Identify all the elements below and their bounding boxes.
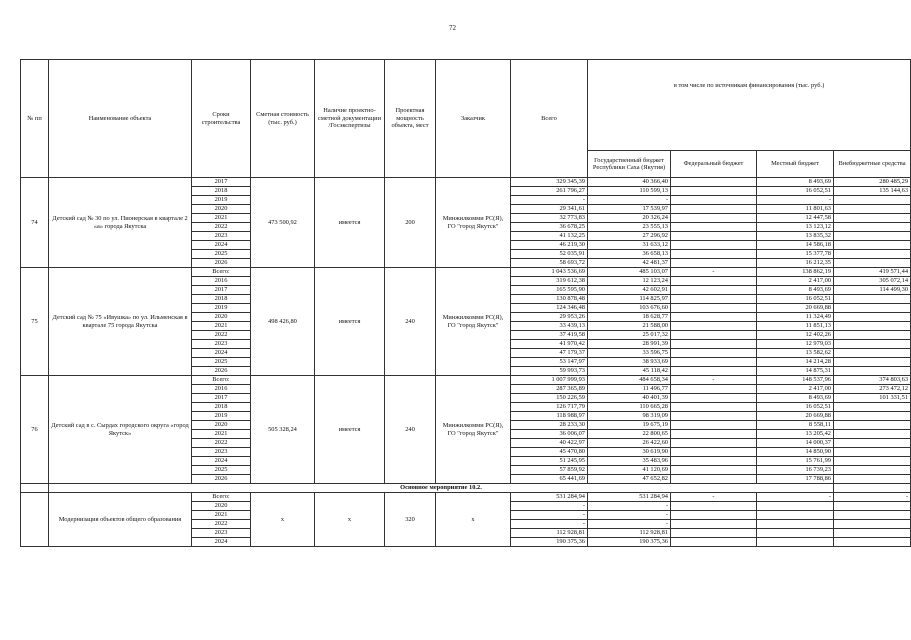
estimated-cost: 505 328,24 [251, 376, 315, 484]
section-spacer [834, 484, 911, 493]
header-sources: в том числе по источникам финансирования (тыс. руб.) [588, 60, 911, 151]
year-cell: 2018 [192, 403, 251, 412]
extra-budget-cell: 101 331,51 [834, 394, 911, 403]
state-budget-cell: 19 675,19 [588, 421, 671, 430]
total-cell: 1 007 999,93 [511, 376, 588, 385]
state-budget-cell: 11 496,77 [588, 385, 671, 394]
year-cell: 2017 [192, 178, 251, 187]
federal-budget-cell [671, 340, 757, 349]
local-budget-cell: 2 417,00 [757, 277, 834, 286]
total-cell: 41 970,42 [511, 340, 588, 349]
extra-budget-cell [834, 466, 911, 475]
local-budget-cell: 13 835,32 [757, 232, 834, 241]
year-cell: 2016 [192, 385, 251, 394]
state-budget-cell: 190 375,36 [588, 538, 671, 547]
extra-budget-cell [834, 214, 911, 223]
section-title: Основное мероприятие 10.2. [49, 484, 834, 493]
total-cell: 52 035,91 [511, 250, 588, 259]
local-budget-cell: 16 052,51 [757, 187, 834, 196]
header-terms: Сроки строительства [192, 60, 251, 178]
year-cell: 2025 [192, 250, 251, 259]
total-cell: 28 233,30 [511, 421, 588, 430]
total-cell: 57 859,92 [511, 466, 588, 475]
total-cell: 531 284,94 [511, 493, 588, 502]
federal-budget-cell [671, 223, 757, 232]
local-budget-cell: 14 586,18 [757, 241, 834, 250]
local-budget-cell: 14 000,37 [757, 439, 834, 448]
extra-budget-cell [834, 304, 911, 313]
federal-budget-cell [671, 421, 757, 430]
state-budget-cell: 114 825,97 [588, 295, 671, 304]
extra-budget-cell [834, 349, 911, 358]
extra-budget-cell: 273 472,12 [834, 385, 911, 394]
local-budget-cell: 14 850,90 [757, 448, 834, 457]
federal-budget-cell [671, 178, 757, 187]
year-cell: 2019 [192, 412, 251, 421]
total-cell: 37 419,58 [511, 331, 588, 340]
total-cell: 41 132,25 [511, 232, 588, 241]
year-cell: 2020 [192, 205, 251, 214]
year-cell: 2017 [192, 286, 251, 295]
year-cell: 2020 [192, 421, 251, 430]
total-cell: 319 612,38 [511, 277, 588, 286]
year-cell: 2021 [192, 214, 251, 223]
year-cell: 2026 [192, 475, 251, 484]
total-cell: 47 179,37 [511, 349, 588, 358]
extra-budget-cell: 374 803,63 [834, 376, 911, 385]
state-budget-cell: - [588, 511, 671, 520]
federal-budget-cell [671, 187, 757, 196]
state-budget-cell: 18 628,77 [588, 313, 671, 322]
local-budget-cell [757, 520, 834, 529]
federal-budget-cell [671, 349, 757, 358]
estimated-cost: х [251, 493, 315, 547]
customer: х [436, 493, 511, 547]
local-budget-cell: 8 493,69 [757, 178, 834, 187]
federal-budget-cell [671, 196, 757, 205]
extra-budget-cell [834, 205, 911, 214]
documentation-status: имеется [315, 376, 385, 484]
federal-budget-cell [671, 241, 757, 250]
federal-budget-cell [671, 448, 757, 457]
total-cell: 261 796,27 [511, 187, 588, 196]
customer: Минжилкомми РС(Я), ГО "город Якутск" [436, 376, 511, 484]
capacity: 200 [385, 178, 436, 268]
total-cell: 150 226,59 [511, 394, 588, 403]
object-name: Модернизация объектов общего образования [49, 493, 192, 547]
state-budget-cell: 41 120,69 [588, 466, 671, 475]
federal-budget-cell [671, 529, 757, 538]
federal-budget-cell [671, 214, 757, 223]
extra-budget-cell [834, 322, 911, 331]
year-cell: 2021 [192, 322, 251, 331]
total-cell: 36 006,07 [511, 430, 588, 439]
total-cell: 29 953,26 [511, 313, 588, 322]
documentation-status: имеется [315, 268, 385, 376]
year-cell: 2025 [192, 466, 251, 475]
header-extra-budget: Внебюджетные средства [834, 151, 911, 178]
local-budget-cell: 20 669,88 [757, 412, 834, 421]
customer: Минжилкомми РС(Я), ГО "город Якутск" [436, 178, 511, 268]
extra-budget-cell [834, 412, 911, 421]
extra-budget-cell [834, 223, 911, 232]
year-cell: 2022 [192, 520, 251, 529]
header-customer: Заказчик [436, 60, 511, 178]
state-budget-cell: 28 991,39 [588, 340, 671, 349]
extra-budget-cell [834, 529, 911, 538]
total-cell: 124 346,48 [511, 304, 588, 313]
state-budget-cell: 485 103,07 [588, 268, 671, 277]
total-cell: 130 878,48 [511, 295, 588, 304]
total-cell: 51 245,95 [511, 457, 588, 466]
state-budget-cell: 110 665,28 [588, 403, 671, 412]
extra-budget-cell [834, 430, 911, 439]
federal-budget-cell [671, 412, 757, 421]
local-budget-cell: 13 205,42 [757, 430, 834, 439]
year-cell: 2023 [192, 448, 251, 457]
local-budget-cell: 16 052,51 [757, 403, 834, 412]
state-budget-cell: 21 588,00 [588, 322, 671, 331]
year-cell: 2023 [192, 529, 251, 538]
extra-budget-cell [834, 232, 911, 241]
object-name: Детский сад № 30 по ул. Пионерская в квартале 2 «а» города Якутска [49, 178, 192, 268]
federal-budget-cell [671, 457, 757, 466]
federal-budget-cell [671, 295, 757, 304]
estimated-cost: 473 500,92 [251, 178, 315, 268]
year-cell: 2020 [192, 313, 251, 322]
year-cell: 2018 [192, 187, 251, 196]
total-cell: 46 219,30 [511, 241, 588, 250]
state-budget-cell: - [588, 196, 671, 205]
extra-budget-cell [834, 259, 911, 268]
extra-budget-cell [834, 358, 911, 367]
object-name: Детский сад в с. Сырдах городского округа «город Якутск» [49, 376, 192, 484]
local-budget-cell: 2 417,00 [757, 385, 834, 394]
extra-budget-cell [834, 502, 911, 511]
total-cell: 29 341,61 [511, 205, 588, 214]
year-cell: 2022 [192, 439, 251, 448]
year-cell: 2024 [192, 241, 251, 250]
local-budget-cell: 8 558,11 [757, 421, 834, 430]
capacity: 320 [385, 493, 436, 547]
federal-budget-cell [671, 403, 757, 412]
federal-budget-cell [671, 322, 757, 331]
state-budget-cell: - [588, 520, 671, 529]
federal-budget-cell [671, 286, 757, 295]
state-budget-cell: 42 481,37 [588, 259, 671, 268]
local-budget-cell: 14 875,31 [757, 367, 834, 376]
header-name: Наименование объекта [49, 60, 192, 178]
federal-budget-cell [671, 313, 757, 322]
extra-budget-cell [834, 421, 911, 430]
year-cell: Всего: [192, 493, 251, 502]
total-cell: 329 345,39 [511, 178, 588, 187]
table-row [21, 376, 911, 385]
customer: Минжилкомми РС(Я), ГО "город Якутск" [436, 268, 511, 376]
local-budget-cell: 13 582,62 [757, 349, 834, 358]
local-budget-cell: 15 761,99 [757, 457, 834, 466]
state-budget-cell: 30 619,90 [588, 448, 671, 457]
year-cell: 2020 [192, 502, 251, 511]
state-budget-cell: 25 017,32 [588, 331, 671, 340]
year-cell: 2019 [192, 196, 251, 205]
local-budget-cell: 17 788,86 [757, 475, 834, 484]
extra-budget-cell [834, 403, 911, 412]
local-budget-cell: 16 739,23 [757, 466, 834, 475]
page-number: 72 [449, 24, 456, 32]
local-budget-cell: 148 537,96 [757, 376, 834, 385]
total-cell: - [511, 520, 588, 529]
capacity: 240 [385, 268, 436, 376]
year-cell: 2018 [192, 295, 251, 304]
federal-budget-cell: - [671, 376, 757, 385]
year-cell: 2024 [192, 538, 251, 547]
total-cell: - [511, 511, 588, 520]
total-cell: 40 422,97 [511, 439, 588, 448]
state-budget-cell: 47 652,82 [588, 475, 671, 484]
local-budget-cell: 11 801,63 [757, 205, 834, 214]
documentation-status: х [315, 493, 385, 547]
federal-budget-cell [671, 466, 757, 475]
header-num: № пп [21, 60, 49, 178]
year-cell: 2023 [192, 232, 251, 241]
state-budget-cell: 22 800,65 [588, 430, 671, 439]
extra-budget-cell [834, 331, 911, 340]
local-budget-cell: 8 493,69 [757, 394, 834, 403]
state-budget-cell: - [588, 502, 671, 511]
extra-budget-cell [834, 367, 911, 376]
extra-budget-cell [834, 520, 911, 529]
extra-budget-cell [834, 295, 911, 304]
section-spacer [21, 484, 49, 493]
header-docs: Наличие проектно-сметной документации /Госэкспертизы [315, 60, 385, 178]
total-cell: 33 439,13 [511, 322, 588, 331]
local-budget-cell: - [757, 493, 834, 502]
federal-budget-cell [671, 259, 757, 268]
object-number: 75 [21, 268, 49, 376]
local-budget-cell: 138 862,19 [757, 268, 834, 277]
total-cell: 112 928,81 [511, 529, 588, 538]
total-cell: 165 595,90 [511, 286, 588, 295]
year-cell: 2021 [192, 511, 251, 520]
local-budget-cell: 20 669,88 [757, 304, 834, 313]
federal-budget-cell [671, 367, 757, 376]
state-budget-cell: 484 658,34 [588, 376, 671, 385]
federal-budget-cell [671, 385, 757, 394]
state-budget-cell: 31 633,12 [588, 241, 671, 250]
header-federal-budget: Федеральный бюджет [671, 151, 757, 178]
state-budget-cell: 531 284,94 [588, 493, 671, 502]
extra-budget-cell [834, 313, 911, 322]
year-cell: 2024 [192, 349, 251, 358]
state-budget-cell: 17 539,97 [588, 205, 671, 214]
state-budget-cell: 27 296,92 [588, 232, 671, 241]
year-cell: Всего: [192, 268, 251, 277]
year-cell: 2021 [192, 430, 251, 439]
state-budget-cell: 12 123,24 [588, 277, 671, 286]
object-number [21, 493, 49, 547]
total-cell: - [511, 502, 588, 511]
federal-budget-cell [671, 475, 757, 484]
object-number: 74 [21, 178, 49, 268]
extra-budget-cell [834, 475, 911, 484]
federal-budget-cell [671, 520, 757, 529]
total-cell: 53 147,97 [511, 358, 588, 367]
total-cell: 190 375,36 [511, 538, 588, 547]
header-cost: Сметная стоимость (тыс. руб.) [251, 60, 315, 178]
local-budget-cell [757, 502, 834, 511]
extra-budget-cell [834, 457, 911, 466]
total-cell: 32 773,83 [511, 214, 588, 223]
extra-budget-cell: 135 144,63 [834, 187, 911, 196]
extra-budget-cell [834, 511, 911, 520]
year-cell: 2025 [192, 358, 251, 367]
header-local-budget: Местный бюджет [757, 151, 834, 178]
state-budget-cell: 20 326,24 [588, 214, 671, 223]
state-budget-cell: 26 422,60 [588, 439, 671, 448]
extra-budget-cell: 419 571,44 [834, 268, 911, 277]
year-cell: 2026 [192, 367, 251, 376]
state-budget-cell: 35 483,96 [588, 457, 671, 466]
year-cell: 2023 [192, 340, 251, 349]
extra-budget-cell [834, 439, 911, 448]
local-budget-cell: 16 212,35 [757, 259, 834, 268]
federal-budget-cell [671, 439, 757, 448]
total-cell: 287 365,89 [511, 385, 588, 394]
table-row [21, 268, 911, 277]
total-cell: 45 470,80 [511, 448, 588, 457]
local-budget-cell [757, 511, 834, 520]
extra-budget-cell: - [834, 493, 911, 502]
total-cell: 1 043 536,69 [511, 268, 588, 277]
year-cell: 2022 [192, 223, 251, 232]
extra-budget-cell [834, 196, 911, 205]
federal-budget-cell [671, 250, 757, 259]
capacity: 240 [385, 376, 436, 484]
state-budget-cell: 40 366,40 [588, 178, 671, 187]
extra-budget-cell [834, 448, 911, 457]
extra-budget-cell [834, 250, 911, 259]
year-cell: 2026 [192, 259, 251, 268]
state-budget-cell: 103 676,60 [588, 304, 671, 313]
local-budget-cell [757, 538, 834, 547]
section-row [21, 484, 911, 493]
estimated-cost: 498 426,80 [251, 268, 315, 376]
object-number: 76 [21, 376, 49, 484]
table-row [21, 493, 911, 502]
local-budget-cell: 15 377,78 [757, 250, 834, 259]
year-cell: 2024 [192, 457, 251, 466]
financing-table [20, 59, 911, 547]
federal-budget-cell [671, 394, 757, 403]
year-cell: 2016 [192, 277, 251, 286]
federal-budget-cell [671, 304, 757, 313]
state-budget-cell: 38 933,69 [588, 358, 671, 367]
local-budget-cell: 12 402,26 [757, 331, 834, 340]
total-cell: 58 693,72 [511, 259, 588, 268]
federal-budget-cell: - [671, 268, 757, 277]
total-cell: 118 988,97 [511, 412, 588, 421]
documentation-status: имеется [315, 178, 385, 268]
state-budget-cell: 40 401,39 [588, 394, 671, 403]
table-row [21, 178, 911, 187]
local-budget-cell [757, 529, 834, 538]
extra-budget-cell [834, 538, 911, 547]
state-budget-cell: 36 658,13 [588, 250, 671, 259]
header-total: Всего [511, 60, 588, 178]
year-cell: Всего: [192, 376, 251, 385]
federal-budget-cell [671, 205, 757, 214]
total-cell: 59 993,73 [511, 367, 588, 376]
local-budget-cell: 8 493,69 [757, 286, 834, 295]
local-budget-cell: 11 851,13 [757, 322, 834, 331]
object-name: Детский сад № 75 «Ивушка» по ул. Ильменская в квартале 75 города Якутска [49, 268, 192, 376]
header-state-budget: Государственный бюджет Республики Саха (Якутия) [588, 151, 671, 178]
extra-budget-cell: 280 485,29 [834, 178, 911, 187]
federal-budget-cell [671, 538, 757, 547]
federal-budget-cell [671, 430, 757, 439]
federal-budget-cell [671, 502, 757, 511]
state-budget-cell: 33 596,75 [588, 349, 671, 358]
federal-budget-cell [671, 232, 757, 241]
local-budget-cell: 12 447,58 [757, 214, 834, 223]
federal-budget-cell: - [671, 493, 757, 502]
local-budget-cell: 12 979,03 [757, 340, 834, 349]
local-budget-cell: - [757, 196, 834, 205]
state-budget-cell: 45 118,42 [588, 367, 671, 376]
federal-budget-cell [671, 331, 757, 340]
state-budget-cell: 42 602,91 [588, 286, 671, 295]
state-budget-cell: 110 599,13 [588, 187, 671, 196]
extra-budget-cell [834, 340, 911, 349]
federal-budget-cell [671, 511, 757, 520]
local-budget-cell: 13 123,12 [757, 223, 834, 232]
total-cell: - [511, 196, 588, 205]
extra-budget-cell: 305 072,14 [834, 277, 911, 286]
state-budget-cell: 98 319,09 [588, 412, 671, 421]
local-budget-cell: 16 052,51 [757, 295, 834, 304]
year-cell: 2022 [192, 331, 251, 340]
state-budget-cell: 112 928,81 [588, 529, 671, 538]
local-budget-cell: 11 324,49 [757, 313, 834, 322]
extra-budget-cell: 114 499,30 [834, 286, 911, 295]
federal-budget-cell [671, 358, 757, 367]
state-budget-cell: 23 555,13 [588, 223, 671, 232]
local-budget-cell: 14 214,28 [757, 358, 834, 367]
total-cell: 126 717,79 [511, 403, 588, 412]
extra-budget-cell [834, 241, 911, 250]
year-cell: 2019 [192, 304, 251, 313]
total-cell: 65 441,69 [511, 475, 588, 484]
total-cell: 36 678,25 [511, 223, 588, 232]
year-cell: 2017 [192, 394, 251, 403]
header-capacity: Проектная мощность объекта, мест [385, 60, 436, 178]
federal-budget-cell [671, 277, 757, 286]
